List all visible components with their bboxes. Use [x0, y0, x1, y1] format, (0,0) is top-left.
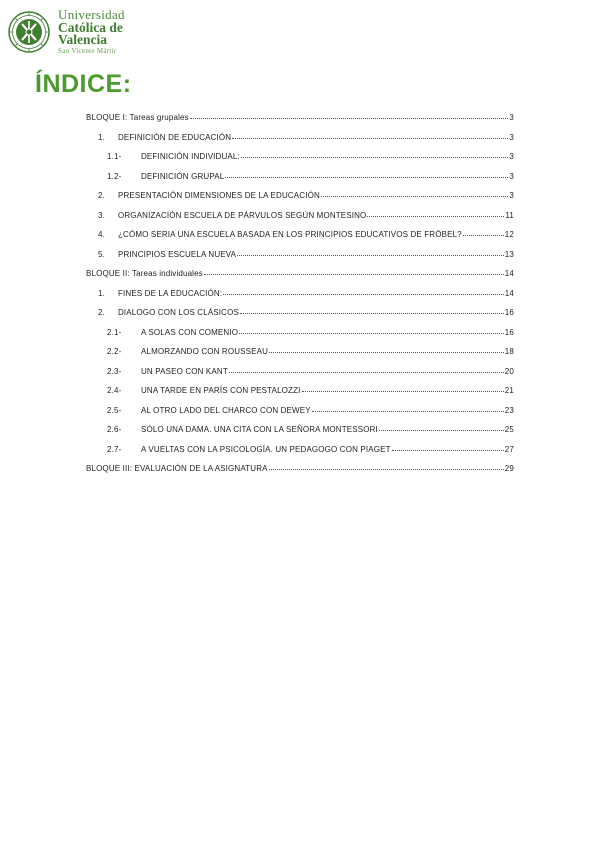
toc-entry-title: UN PASEO CON KANT: [141, 366, 228, 376]
toc-dot-leader: [239, 333, 504, 334]
toc-entry-page: 3: [509, 113, 514, 122]
toc-dot-leader: [225, 177, 508, 178]
toc-entry-title: ORGANIZACIÓN ESCUELA DE PÁRVULOS SEGÚN MONTESINO: [118, 210, 367, 220]
toc-dot-leader: [463, 235, 504, 236]
toc-entry[interactable]: [98, 305, 514, 317]
toc-entry-page: 11: [505, 210, 514, 220]
toc-entry-number: 1.: [98, 288, 105, 298]
toc-entry[interactable]: [107, 422, 514, 434]
toc-entry[interactable]: [98, 188, 514, 200]
toc-dot-leader: [269, 469, 504, 470]
logo-line-3: Valencia: [58, 32, 108, 47]
toc-dot-leader: [379, 430, 504, 431]
toc-dot-leader: [302, 391, 504, 392]
toc-entry-number: 1.: [98, 132, 105, 142]
toc-dot-leader: [241, 157, 509, 158]
toc-entry-page: 27: [504, 444, 514, 454]
toc-entry[interactable]: [107, 149, 514, 161]
toc-entry-title: ALMORZANDO CON ROUSSEAU: [141, 347, 269, 356]
toc-entry-page: 3: [509, 152, 514, 161]
toc-entry[interactable]: [86, 110, 514, 122]
toc-entry-number: 1.1-: [107, 152, 122, 161]
toc-entry[interactable]: [86, 461, 514, 473]
toc-entry-page: 16: [504, 327, 514, 337]
university-logo: [8, 8, 125, 55]
logo-wordmark: [58, 8, 125, 55]
toc-entry-page: 25: [504, 425, 514, 434]
toc-dot-leader: [237, 255, 504, 256]
toc-entry-number: 4.: [98, 230, 105, 239]
toc-dot-leader: [392, 450, 504, 451]
toc-entry[interactable]: [86, 266, 514, 278]
toc-entry-number: 2.4-: [107, 386, 122, 395]
toc-entry-page: 16: [504, 308, 514, 317]
toc-entry[interactable]: [98, 247, 514, 259]
toc-entry-title: SÓLO UNA DAMA. UNA CITA CON LA SEÑORA MONTESSORI: [141, 425, 378, 434]
toc-entry[interactable]: [107, 364, 514, 376]
toc-entry-number: 2.5-: [107, 405, 122, 415]
toc-entry-page: 23: [504, 405, 514, 415]
toc-dot-leader: [204, 274, 504, 275]
toc-entry-page: 20: [504, 366, 514, 376]
toc-entry-title: DEFINICIÓN GRUPAL: [141, 171, 225, 181]
toc-dot-leader: [223, 294, 504, 295]
page-title: ÍNDICE:: [35, 70, 132, 98]
toc-entry[interactable]: [98, 208, 514, 220]
toc-entry-page: 13: [504, 249, 514, 259]
toc-entry-title: BLOQUE I: Tareas grupales: [86, 113, 189, 122]
toc-entry-number: 2.: [98, 191, 105, 200]
logo-line-1: Universidad: [58, 7, 125, 22]
toc-entry-title: AL OTRO LADO DEL CHARCO CON DEWEY: [141, 405, 311, 415]
toc-entry[interactable]: [107, 325, 514, 337]
toc-dot-leader: [312, 411, 504, 412]
toc-entry-page: 29: [504, 464, 514, 473]
toc-entry-title: PRINCIPIOS ESCUELA NUEVA: [118, 249, 237, 259]
toc-entry-title: ¿CÓMO SERIA UNA ESCUELA BASADA EN LOS PRINCIPIOS EDUCATIVOS DE FRÖBEL?: [118, 230, 462, 239]
toc-entry[interactable]: [107, 344, 514, 356]
toc-entry-number: 1.2-: [107, 171, 122, 181]
logo-line-2: Católica de: [58, 20, 123, 35]
toc-entry-page: 3: [509, 191, 514, 200]
toc-entry[interactable]: [98, 130, 514, 142]
toc-dot-leader: [367, 216, 504, 217]
toc-entry-number: 2.7-: [107, 444, 122, 454]
toc-entry-number: 2.1-: [107, 327, 122, 337]
toc-dot-leader: [269, 352, 504, 353]
toc-entry[interactable]: [107, 403, 514, 415]
toc-entry-title: FINES DE LA EDUCACIÓN:: [118, 288, 223, 298]
toc-entry-number: 2.6-: [107, 425, 122, 434]
toc-entry-title: UNA TARDE EN PARÍS CON PESTALOZZI: [141, 386, 301, 395]
toc-entry-number: 2.: [98, 308, 105, 317]
logo-line-4: San Vicente Mártir: [58, 47, 117, 55]
toc-entry-page: 12: [504, 230, 514, 239]
toc-dot-leader: [321, 196, 509, 197]
toc-entry-title: DEFINICIÓN DE EDUCACIÓN: [118, 132, 232, 142]
toc-entry-number: 3.: [98, 210, 105, 220]
toc-entry-number: 5.: [98, 249, 105, 259]
toc-dot-leader: [190, 118, 509, 119]
toc-entry[interactable]: [98, 227, 514, 239]
toc-entry-page: 18: [504, 347, 514, 356]
toc-dot-leader: [240, 313, 504, 314]
toc-entry-title: BLOQUE II: Tareas individuales: [86, 269, 203, 278]
toc-entry-page: 3: [509, 171, 514, 181]
toc-entry[interactable]: [107, 169, 514, 181]
toc-dot-leader: [229, 372, 504, 373]
toc-entry-page: 21: [504, 386, 514, 395]
toc-entry-title: PRESENTACIÓN DIMENSIONES DE LA EDUCACIÓN: [118, 191, 320, 200]
toc-entry-title: DEFINICIÓN INDIVIDUAL:: [141, 152, 240, 161]
toc-entry-page: 14: [504, 269, 514, 278]
toc-entry-title: DIALOGO CON LOS CLÁSICOS: [118, 308, 239, 317]
toc-entry[interactable]: [107, 442, 514, 454]
toc-entry-page: 3: [509, 132, 514, 142]
toc-entry-page: 14: [504, 288, 514, 298]
toc-entry-number: 2.2-: [107, 347, 122, 356]
toc-entry-title: A SOLAS CON COMENIO: [141, 327, 239, 337]
university-seal-icon: [8, 11, 50, 53]
toc-entry-title: BLOQUE III: EVALUACIÓN DE LA ASIGNATURA: [86, 464, 268, 473]
toc-dot-leader: [232, 138, 508, 139]
toc-entry-title: A VUELTAS CON LA PSICOLOGÍA. UN PEDAGOGO CON PIAGET: [141, 444, 391, 454]
toc-entry[interactable]: [98, 286, 514, 298]
toc-entry[interactable]: [107, 383, 514, 395]
toc-entry-number: 2.3-: [107, 366, 122, 376]
